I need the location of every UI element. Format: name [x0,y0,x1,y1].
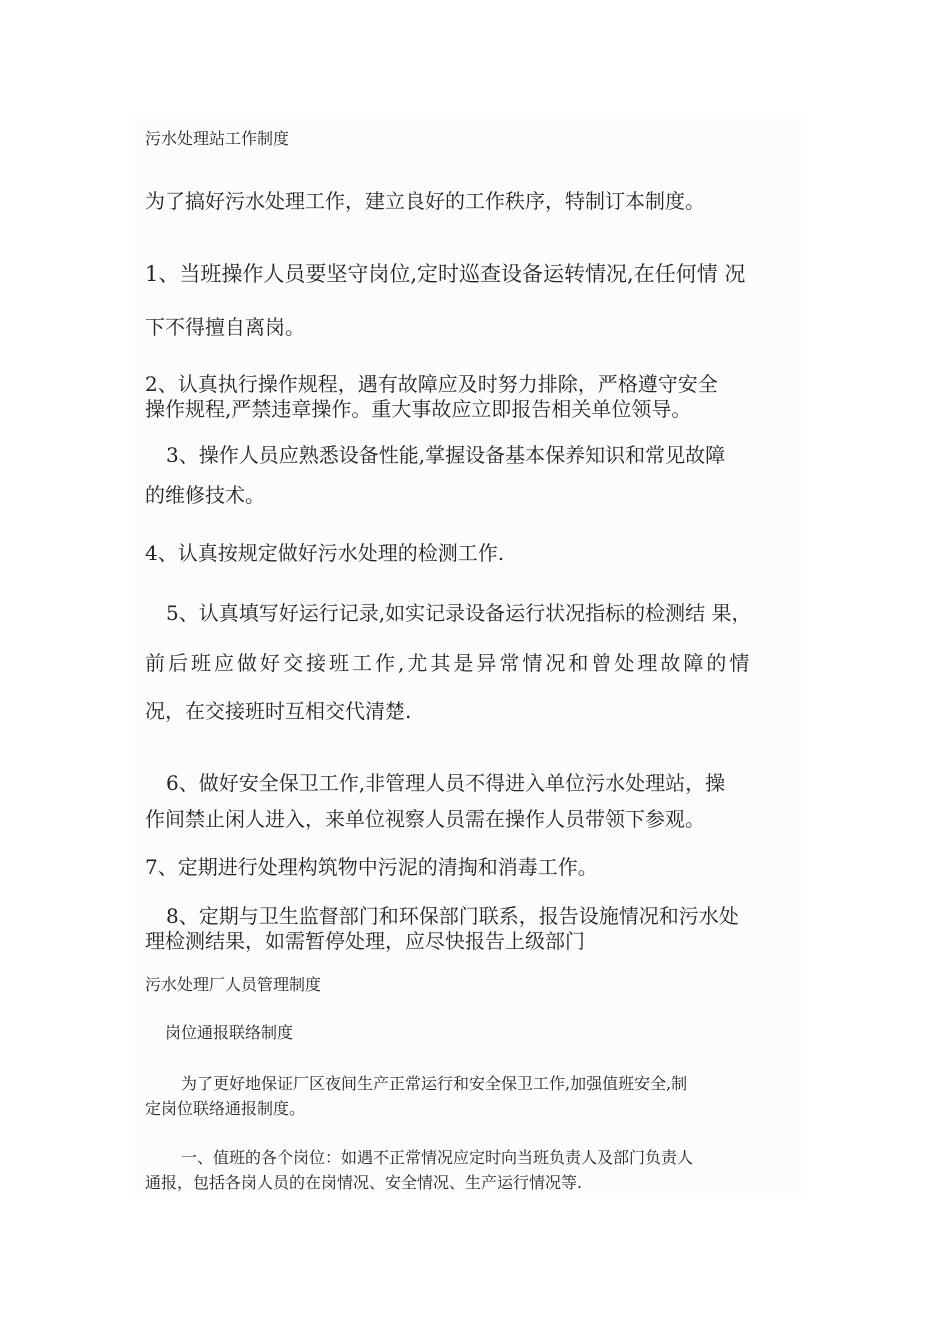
rule-1-line-1: 1、当班操作人员要坚守岗位,定时巡查设备运转情况,在任何情 况 [145,262,746,286]
section-3-title: 岗位通报联络制度 [165,1023,294,1042]
paragraph-2-line-1: 一、值班的各个岗位：如遇不正常情况应定时向当班负责人及部门负责人 [181,1148,694,1167]
rule-8-line-2: 理检测结果，如需暂停处理，应尽快报告上级部门 [145,929,585,953]
doc-title: 污水处理站工作制度 [145,129,290,148]
paragraph-2-line-2: 通报，包括各岗人员的在岗情况、安全情况、生产运行情况等. [145,1173,583,1192]
rule-6-line-1: 6、做好安全保卫工作,非管理人员不得进入单位污水处理站，操 [166,771,726,795]
rule-8-line-1: 8、定期与卫生监督部门和环保部门联系，报告设施情况和污水处 [166,904,739,928]
rule-1-line-2: 下不得擅自离岗。 [145,315,305,339]
section-2-title: 污水处理厂人员管理制度 [145,975,322,994]
rule-7: 7、定期进行处理构筑物中污泥的清掏和消毒工作。 [145,855,598,879]
rule-5-line-2: 前后班应做好交接班工作,尤其是异常情况和曾处理故障的情 [145,651,753,675]
rule-5-line-1: 5、认真填写好运行记录,如实记录设备运行状况指标的检测结 果， [166,601,752,625]
rule-4: 4、认真按规定做好污水处理的检测工作. [145,541,505,565]
rule-2-line-1: 2、认真执行操作规程，遇有故障应及时努力排除，严格遵守安全 [145,372,718,396]
paragraph-1-line-2: 定岗位联络通报制度。 [145,1099,306,1118]
rule-2-line-2: 操作规程,严禁违章操作。重大事故应立即报告相关单位领导。 [145,397,692,421]
intro-text: 为了搞好污水处理工作，建立良好的工作秩序，特制订本制度。 [145,189,705,213]
rule-3-line-2: 的维修技术。 [145,483,265,507]
rule-3-line-1: 3、操作人员应熟悉设备性能,掌握设备基本保养知识和常见故障 [166,443,726,467]
paragraph-1-line-1: 为了更好地保证厂区夜间生产正常运行和安全保卫工作,加强值班安全,制 [181,1074,688,1093]
rule-5-line-3: 况，在交接班时互相交代清楚. [145,699,412,723]
rule-6-line-2: 作间禁止闲人进入，来单位视察人员需在操作人员带领下参观。 [145,807,705,831]
